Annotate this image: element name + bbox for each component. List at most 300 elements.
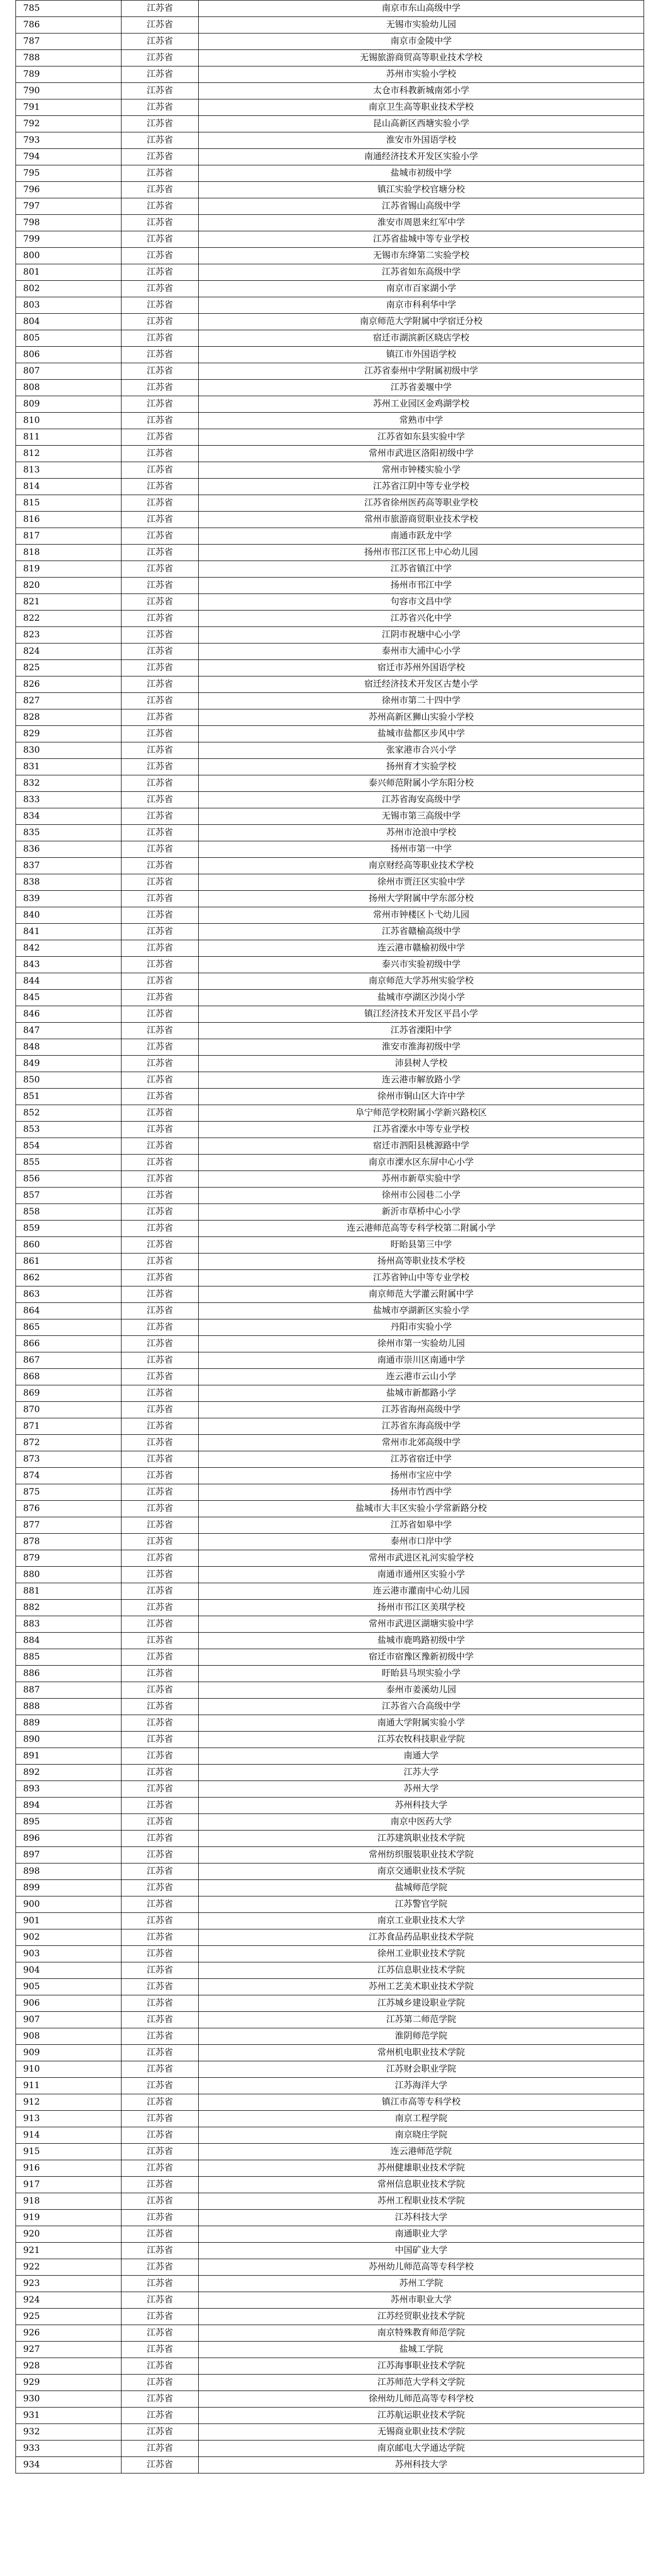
row-school-name: 江苏省镇江中学 [199,561,644,578]
row-number: 911 [16,2078,122,2094]
row-school-name: 南京中医药大学 [199,1814,644,1831]
row-province: 江苏省 [122,1451,199,1468]
row-school-name: 常州市北郊高级中学 [199,1435,644,1451]
row-number: 859 [16,1221,122,1237]
row-number: 841 [16,924,122,940]
row-school-name: 苏州大学 [199,1781,644,1798]
row-province: 江苏省 [122,2457,199,2473]
table-row [16,808,644,825]
row-number: 916 [16,2160,122,2177]
table-row [16,17,644,33]
row-school-name: 扬州市邗江中学 [199,578,644,594]
row-number: 863 [16,1286,122,1303]
row-province: 江苏省 [122,66,199,83]
row-province: 江苏省 [122,2160,199,2177]
row-school-name: 江苏省徐州医药高等职业学校 [199,495,644,512]
row-province: 江苏省 [122,198,199,215]
row-number: 894 [16,1798,122,1814]
table-row [16,1732,644,1748]
row-number: 895 [16,1814,122,1831]
table-row [16,2325,644,2342]
row-number: 798 [16,215,122,231]
table-row [16,1880,644,1896]
row-province: 江苏省 [122,693,199,709]
row-school-name: 苏州工业园区金鸡湖学校 [199,396,644,413]
row-number: 920 [16,2226,122,2243]
row-number: 842 [16,940,122,957]
row-school-name: 江苏省如东高级中学 [199,264,644,281]
row-province: 江苏省 [122,99,199,116]
row-province: 江苏省 [122,1699,199,1715]
row-school-name: 沛县树人学校 [199,1056,644,1072]
table-row [16,165,644,182]
row-school-name: 镇江实验学校官塘分校 [199,182,644,198]
table-row [16,1171,644,1188]
table-row [16,1929,644,1946]
row-number: 805 [16,330,122,347]
table-row [16,1105,644,1122]
row-number: 860 [16,1237,122,1253]
table-row [16,627,644,643]
row-number: 812 [16,446,122,462]
table-row [16,363,644,380]
row-number: 899 [16,1880,122,1896]
row-province: 江苏省 [122,1765,199,1781]
row-province: 江苏省 [122,2061,199,2078]
row-province: 江苏省 [122,1880,199,1896]
row-number: 917 [16,2177,122,2193]
row-number: 900 [16,1896,122,1913]
table-row [16,1451,644,1468]
row-school-name: 盐城市亭湖区沙岗小学 [199,990,644,1006]
row-number: 875 [16,1484,122,1501]
row-number: 793 [16,132,122,149]
row-number: 837 [16,858,122,874]
row-province: 江苏省 [122,561,199,578]
row-province: 江苏省 [122,1286,199,1303]
row-number: 870 [16,1402,122,1418]
row-school-name: 江苏省东海高级中学 [199,1418,644,1435]
table-row [16,413,644,429]
row-province: 江苏省 [122,726,199,742]
row-province: 江苏省 [122,2012,199,2028]
row-number: 869 [16,1385,122,1402]
row-province: 江苏省 [122,314,199,330]
table-row [16,1319,644,1336]
row-school-name: 盐城市初级中学 [199,165,644,182]
table-row [16,940,644,957]
row-number: 851 [16,1089,122,1105]
table-row [16,1237,644,1253]
row-number: 816 [16,512,122,528]
row-province: 江苏省 [122,528,199,545]
row-number: 874 [16,1468,122,1484]
row-number: 933 [16,2441,122,2457]
table-row [16,907,644,924]
row-province: 江苏省 [122,676,199,693]
table-row [16,2424,644,2441]
row-school-name: 宿迁经济技术开发区古楚小学 [199,676,644,693]
row-school-name: 江苏省赣榆高级中学 [199,924,644,940]
row-number: 839 [16,891,122,907]
row-province: 江苏省 [122,215,199,231]
row-province: 江苏省 [122,808,199,825]
row-province: 江苏省 [122,660,199,676]
table-row [16,2127,644,2144]
table-row [16,1072,644,1089]
row-school-name: 连云港市灌南中心幼儿园 [199,1583,644,1600]
row-school-name: 泰兴市实验初级中学 [199,957,644,973]
row-number: 880 [16,1567,122,1583]
row-number: 821 [16,594,122,611]
table-row [16,841,644,858]
row-number: 906 [16,1995,122,2012]
row-number: 810 [16,413,122,429]
row-school-name: 淮阴师范学院 [199,2028,644,2045]
row-school-name: 徐州市第一实验幼儿园 [199,1336,644,1352]
table-row [16,1056,644,1072]
row-province: 江苏省 [122,2094,199,2111]
row-number: 925 [16,2309,122,2325]
row-number: 865 [16,1319,122,1336]
table-row [16,1418,644,1435]
row-school-name: 无锡市东绛第二实验学校 [199,248,644,264]
row-province: 江苏省 [122,1039,199,1056]
table-row [16,594,644,611]
row-province: 江苏省 [122,545,199,561]
row-school-name: 扬州育才实验学校 [199,759,644,775]
row-number: 930 [16,2391,122,2408]
row-province: 江苏省 [122,742,199,759]
row-number: 918 [16,2193,122,2210]
row-number: 832 [16,775,122,792]
row-school-name: 苏州市沧浪中学校 [199,825,644,841]
table-row [16,33,644,50]
table-row [16,1435,644,1451]
row-school-name: 苏州工程职业技术学院 [199,2193,644,2210]
table-row [16,611,644,627]
row-number: 892 [16,1765,122,1781]
row-province: 江苏省 [122,1089,199,1105]
row-number: 887 [16,1682,122,1699]
table-row [16,957,644,973]
row-number: 794 [16,149,122,165]
row-province: 江苏省 [122,1781,199,1798]
row-school-name: 徐州市贾汪区实验中学 [199,874,644,891]
row-school-name: 江苏经贸职业技术学院 [199,2309,644,2325]
table-row [16,2061,644,2078]
table-row [16,2375,644,2391]
row-school-name: 无锡旅游商贸高等职业技术学校 [199,50,644,66]
table-row [16,1583,644,1600]
row-province: 江苏省 [122,149,199,165]
row-school-name: 中国矿业大学 [199,2243,644,2259]
row-school-name: 徐州幼儿师范高等专科学校 [199,2391,644,2408]
row-province: 江苏省 [122,1435,199,1451]
table-row [16,2292,644,2309]
row-province: 江苏省 [122,1583,199,1600]
table-row [16,1336,644,1352]
table-row [16,973,644,990]
row-province: 江苏省 [122,2424,199,2441]
row-number: 846 [16,1006,122,1023]
row-school-name: 扬州市第一中学 [199,841,644,858]
row-number: 836 [16,841,122,858]
row-school-name: 盐城市鹿鸣路初级中学 [199,1633,644,1649]
row-school-name: 江苏城乡建设职业学院 [199,1995,644,2012]
row-number: 825 [16,660,122,676]
row-province: 江苏省 [122,611,199,627]
row-school-name: 南京财经高等职业技术学校 [199,858,644,874]
row-school-name: 南京工程学院 [199,2111,644,2127]
row-province: 江苏省 [122,2309,199,2325]
row-number: 826 [16,676,122,693]
row-school-name: 南京晓庄学院 [199,2127,644,2144]
row-province: 江苏省 [122,1600,199,1616]
row-number: 831 [16,759,122,775]
row-school-name: 江苏第二师范学院 [199,2012,644,2028]
table-row [16,726,644,742]
row-province: 江苏省 [122,1715,199,1732]
row-number: 855 [16,1155,122,1171]
row-number: 883 [16,1616,122,1633]
row-school-name: 泰州市口岸中学 [199,1534,644,1550]
row-school-name: 张家港市合兴小学 [199,742,644,759]
row-school-name: 盐城师范学院 [199,1880,644,1896]
row-number: 857 [16,1188,122,1204]
row-number: 921 [16,2243,122,2259]
row-school-name: 南京师范大学灌云附属中学 [199,1286,644,1303]
row-province: 江苏省 [122,2408,199,2424]
row-school-name: 徐州市铜山区大许中学 [199,1089,644,1105]
row-school-name: 江苏财会职业学院 [199,2061,644,2078]
row-school-name: 南京邮电大学通达学院 [199,2441,644,2457]
row-number: 822 [16,611,122,627]
row-number: 914 [16,2127,122,2144]
row-province: 江苏省 [122,1204,199,1221]
row-school-name: 南京市科利华中学 [199,297,644,314]
row-province: 江苏省 [122,281,199,297]
table-row [16,1369,644,1385]
row-number: 910 [16,2061,122,2078]
row-number: 912 [16,2094,122,2111]
row-province: 江苏省 [122,2045,199,2061]
row-number: 834 [16,808,122,825]
row-province: 江苏省 [122,1831,199,1847]
table-row [16,2045,644,2061]
table-row [16,314,644,330]
row-province: 江苏省 [122,1798,199,1814]
row-number: 830 [16,742,122,759]
row-province: 江苏省 [122,479,199,495]
row-number: 833 [16,792,122,808]
table-row [16,446,644,462]
table-row [16,396,644,413]
table-row [16,660,644,676]
row-school-name: 盐城工学院 [199,2342,644,2358]
table-row [16,1979,644,1995]
row-province: 江苏省 [122,973,199,990]
row-province: 江苏省 [122,248,199,264]
row-school-name: 江苏省如东县实验中学 [199,429,644,446]
table-row [16,1649,644,1666]
row-province: 江苏省 [122,495,199,512]
row-school-name: 南京卫生高等职业技术学校 [199,99,644,116]
row-number: 848 [16,1039,122,1056]
row-school-name: 连云港师范学院 [199,2144,644,2160]
row-school-name: 南通市通州区实验小学 [199,1567,644,1583]
table-row [16,1221,644,1237]
row-number: 813 [16,462,122,479]
row-school-name: 南京市百家湖小学 [199,281,644,297]
row-number: 819 [16,561,122,578]
row-province: 江苏省 [122,1319,199,1336]
table-row [16,116,644,132]
row-school-name: 苏州科技大学 [199,2457,644,2473]
table-row [16,1831,644,1847]
row-number: 907 [16,2012,122,2028]
row-school-name: 常州市钟楼区卜弋幼儿园 [199,907,644,924]
row-province: 江苏省 [122,1649,199,1666]
row-province: 江苏省 [122,1105,199,1122]
table-row [16,792,644,808]
row-province: 江苏省 [122,643,199,660]
row-province: 江苏省 [122,2276,199,2292]
row-province: 江苏省 [122,841,199,858]
row-province: 江苏省 [122,578,199,594]
row-province: 江苏省 [122,874,199,891]
table-row [16,775,644,792]
row-province: 江苏省 [122,1550,199,1567]
row-province: 江苏省 [122,446,199,462]
row-province: 江苏省 [122,1847,199,1863]
row-number: 902 [16,1929,122,1946]
row-number: 807 [16,363,122,380]
row-province: 江苏省 [122,627,199,643]
row-school-name: 南京市金陵中学 [199,33,644,50]
table-row [16,2177,644,2193]
row-school-name: 江苏大学 [199,1765,644,1781]
row-number: 827 [16,693,122,709]
row-province: 江苏省 [122,1896,199,1913]
row-province: 江苏省 [122,1352,199,1369]
row-province: 江苏省 [122,1732,199,1748]
row-province: 江苏省 [122,1188,199,1204]
table-row [16,1039,644,1056]
row-province: 江苏省 [122,1221,199,1237]
table-row [16,264,644,281]
table-row [16,2342,644,2358]
row-school-name: 无锡市实验幼儿园 [199,17,644,33]
row-school-name: 新沂市草桥中心小学 [199,1204,644,1221]
table-row [16,462,644,479]
row-school-name: 南通市跃龙中学 [199,528,644,545]
row-province: 江苏省 [122,825,199,841]
table-row [16,132,644,149]
row-number: 849 [16,1056,122,1072]
table-row [16,281,644,297]
row-number: 923 [16,2276,122,2292]
row-school-name: 连云港市解放路小学 [199,1072,644,1089]
row-school-name: 扬州市邗江区邗上中心幼儿园 [199,545,644,561]
row-school-name: 南京市溧水区东屏中心小学 [199,1155,644,1171]
row-number: 820 [16,578,122,594]
row-school-name: 连云港市赣榆初级中学 [199,940,644,957]
row-province: 江苏省 [122,1171,199,1188]
row-province: 江苏省 [122,1155,199,1171]
table-row [16,429,644,446]
row-school-name: 南京工业职业技术大学 [199,1913,644,1929]
table-row [16,578,644,594]
table-row [16,2193,644,2210]
table-row [16,149,644,165]
row-province: 江苏省 [122,50,199,66]
table-row [16,1798,644,1814]
table-row [16,1633,644,1649]
row-number: 828 [16,709,122,726]
row-province: 江苏省 [122,330,199,347]
table-row [16,2276,644,2292]
row-number: 927 [16,2342,122,2358]
table-row [16,1303,644,1319]
row-number: 847 [16,1023,122,1039]
row-province: 江苏省 [122,116,199,132]
row-province: 江苏省 [122,297,199,314]
table-body [16,1,644,2473]
row-school-name: 常州市钟楼实验小学 [199,462,644,479]
row-number: 890 [16,1732,122,1748]
table-row [16,1550,644,1567]
row-school-name: 盐城市盐都区步风中学 [199,726,644,742]
row-number: 814 [16,479,122,495]
row-school-name: 江苏省如皋中学 [199,1517,644,1534]
row-school-name: 宿迁市宿豫区豫新初级中学 [199,1649,644,1666]
row-province: 江苏省 [122,1682,199,1699]
row-number: 928 [16,2358,122,2375]
row-province: 江苏省 [122,1567,199,1583]
table-row [16,297,644,314]
row-number: 885 [16,1649,122,1666]
row-school-name: 扬州大学附属中学东部分校 [199,891,644,907]
row-province: 江苏省 [122,1253,199,1270]
row-province: 江苏省 [122,2193,199,2210]
row-school-name: 江苏海事职业技术学院 [199,2358,644,2375]
row-number: 829 [16,726,122,742]
row-number: 785 [16,1,122,17]
row-province: 江苏省 [122,1006,199,1023]
row-province: 江苏省 [122,1336,199,1352]
row-number: 823 [16,627,122,643]
table-row [16,1484,644,1501]
row-school-name: 阜宁师范学校附属小学新兴路校区 [199,1105,644,1122]
row-number: 791 [16,99,122,116]
row-province: 江苏省 [122,709,199,726]
row-school-name: 无锡市第三高级中学 [199,808,644,825]
row-province: 江苏省 [122,792,199,808]
row-school-name: 南京交通职业技术学院 [199,1863,644,1880]
table-row [16,479,644,495]
row-number: 909 [16,2045,122,2061]
row-province: 江苏省 [122,132,199,149]
row-province: 江苏省 [122,462,199,479]
table-row [16,1023,644,1039]
row-province: 江苏省 [122,264,199,281]
row-school-name: 江苏省海安高级中学 [199,792,644,808]
row-school-name: 苏州工学院 [199,2276,644,2292]
table-row [16,1,644,17]
table-row [16,2358,644,2375]
row-number: 806 [16,347,122,363]
